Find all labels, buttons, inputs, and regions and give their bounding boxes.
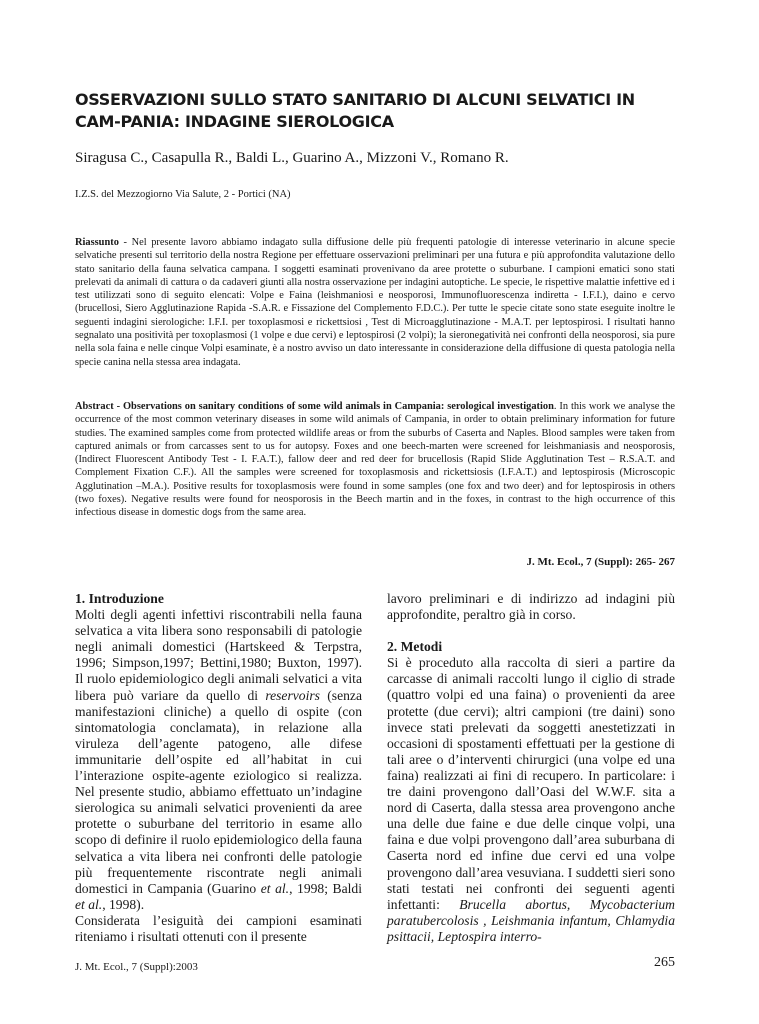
intro-paragraph-1	[75, 607, 362, 913]
riassunto-label: Riassunto	[75, 237, 119, 248]
intro-paragraph-2: Considerata l’esiguità dei campioni esaminati riteniamo i risultati ottenuti con il presente	[75, 912, 362, 944]
metodi-text: Si è proceduto alla raccolta di sieri a partire da carcasse di animali raccolti lungo il ciglio di strade (quattro volpi ed una faina) o provenienti da aree protette (due cervi); altri campioni (tre daini) sono invece stati prelevati da soggetti anestetizzati in occasioni di spostamenti effettuati per la gestione di tali aree o d’interventi chirurgici (una volpe ed una faina) realizzati ai fini di recupero. In particolare: i tre daini provengono dall’Oasi del W.W.F. sita a nord di Caserta, dalla stessa area provengono anche una delle due faine e due delle cinque volpi, una faina e due volpi provengono dall’area suburbana di Caserta nord ed infine due cervi ed una volpe provengono dall’area vesuviana. I suddetti sieri sono stati testati nei confronti dei seguenti agenti infettanti:	[387, 655, 675, 912]
metodi-italic-agents: Brucella abortus, Mycobacterium paratubercolosis , Leishmania infantum, Chlamydia psittacii, Leptospira interro-	[387, 896, 675, 944]
intro-italic-reservoirs: reservoirs	[265, 687, 320, 703]
intro-text-d: , 1998).	[102, 896, 145, 912]
left-column	[75, 591, 362, 945]
riassunto-paragraph	[75, 236, 675, 369]
metodi-paragraph-1	[387, 655, 675, 945]
abstract-label: Abstract - Observations on sanitary conditions of some wild animals in Campania: serological investigation	[75, 401, 554, 412]
metodi-heading: 2. Metodi	[387, 639, 443, 655]
intro-heading: 1. Introduzione	[75, 591, 164, 606]
abstract-paragraph	[75, 400, 675, 520]
page-number: 265	[654, 955, 675, 970]
intro-italic-etal-1: et al.	[260, 880, 290, 896]
footer-journal: J. Mt. Ecol., 7 (Suppl):2003	[75, 961, 198, 973]
journal-citation: J. Mt. Ecol., 7 (Suppl): 265- 267	[526, 556, 675, 568]
intro-text-c: , 1998; Baldi	[289, 880, 362, 896]
intro-paragraph-2-continued: lavoro preliminari e di indirizzo ad indagini più approfondite, peraltro già in corso.	[387, 591, 675, 623]
intro-italic-etal-2: et al.	[75, 896, 103, 912]
abstract-text: . In this work we analyse the occurrence of the most common veterinary diseases in some wild animals of Campania, in order to obtain preliminary information for future studies. The examined samples come from protected wildlife areas or from the suburbs of Caserta and Naples. Blood samples were taken from captured animals or from carcasses sent to us for autopsy. Foxes and one beech-marten were screened for leishmaniasis and neosporosis, (Indirect Fluorescent Antibody Test - I. F.A.T.), fallow deer and red deer for brucellosis (Rapid Slide Agglutination Test – R.S.A.T. and Complement Fixation C.F.). All the samples were screened for toxoplasmosis and rickettsiosis (I.F.A.T.) and leptospirosis (Microscopic Agglutination –M.A.). Positive results for toxoplasmosis were found in some samples (one fox and two deer) and for leptospirosis in others (two foxes). Negative results were found for neosporosis in the Beech martin and in the foxes, in contrast to the high occurrence of this infectious disease in domestic dogs from the same area.	[75, 401, 675, 519]
riassunto-text: - Nel presente lavoro abbiamo indagato sulla diffusione delle più frequenti patologie di interesse veterinario in alcune specie selvatiche presenti sul territorio della nostra Regione per effettuare osservazioni preliminari per una futura e più approfondita valutazione dello stato sanitario della fauna selvatica campana. I soggetti esaminati provenivano da aree protette o suburbane. I campioni ematici sono stati prelevati da animali di cattura o da cadaveri giunti alla nostra osservazione per indagini autoptiche. Le specie, le rispettive malattie infettive ed i test utilizzati sono di seguito elencati: Volpe e Faina (leishmaniosi e neosporosi, Immunofluorescenza indiretta - I.F.I.), daino e cervo (brucellosi, Siero Agglutinazione Rapida -S.A.R. e Fissazione del Complemento F.D.C.). Per tutte le specie citate sono state eseguite inoltre le seguenti indagini sierologiche: I.F.I. per toxoplasmosi e rickettsiosi , Test di Microagglutinazione - M.A.T. per leptospirosi. I risultati hanno segnalato una positività per toxoplasmosi (1 volpe e due cervi) e leptospirosi (2 volpi); la sieronegatività nei confronti della neosporosi, sia pure nella sola faina e nelle cinque Volpi esaminate, è a nostro avviso un dato interessante in considerazione della diffusione di questa patologia nella specie canina nella stessa area indagata.	[75, 237, 675, 368]
right-column	[387, 591, 675, 945]
author-list: Siragusa C., Casapulla R., Baldi L., Guarino A., Mizzoni V., Romano R.	[75, 150, 509, 166]
affiliation: I.Z.S. del Mezzogiorno Via Salute, 2 - Portici (NA)	[75, 189, 291, 200]
paper-title: OSSERVAZIONI SULLO STATO SANITARIO DI ALCUNI SELVATICI IN CAM-PANIA: INDAGINE SIEROLOGICA	[75, 90, 635, 131]
intro-text-a: Molti degli agenti infettivi riscontrabili nella fauna selvatica a vita libera sono responsabili di patologie negli animali domestici (Hartskeed & Terpstra, 1996; Simpson,1997; Bettini,1980; Buxton, 1997). Il ruolo epidemiologico degli animali selvatici a vita libera può variare da quello di	[75, 607, 362, 703]
intro-text-b: (senza manifestazioni cliniche) a quello di ospite (con sintomatologia conclamata), in relazione alla viruleza dell’agente patogeno, alle difese immunitarie dell’ospite ed all’habitat in cui l’interazione ospite-agente eziologico si realizza. Nel presente studio, abbiamo effettuato un’indagine sierologica su animali selvatici provenienti da aree protette o suburbane del territorio in esame allo scopo di definire il ruolo epidemiologico della fauna selvatica a vita libera nei confronti delle patologie più frequentemente riscontrate negli animali domestici in Campania (Guarino	[75, 687, 362, 896]
